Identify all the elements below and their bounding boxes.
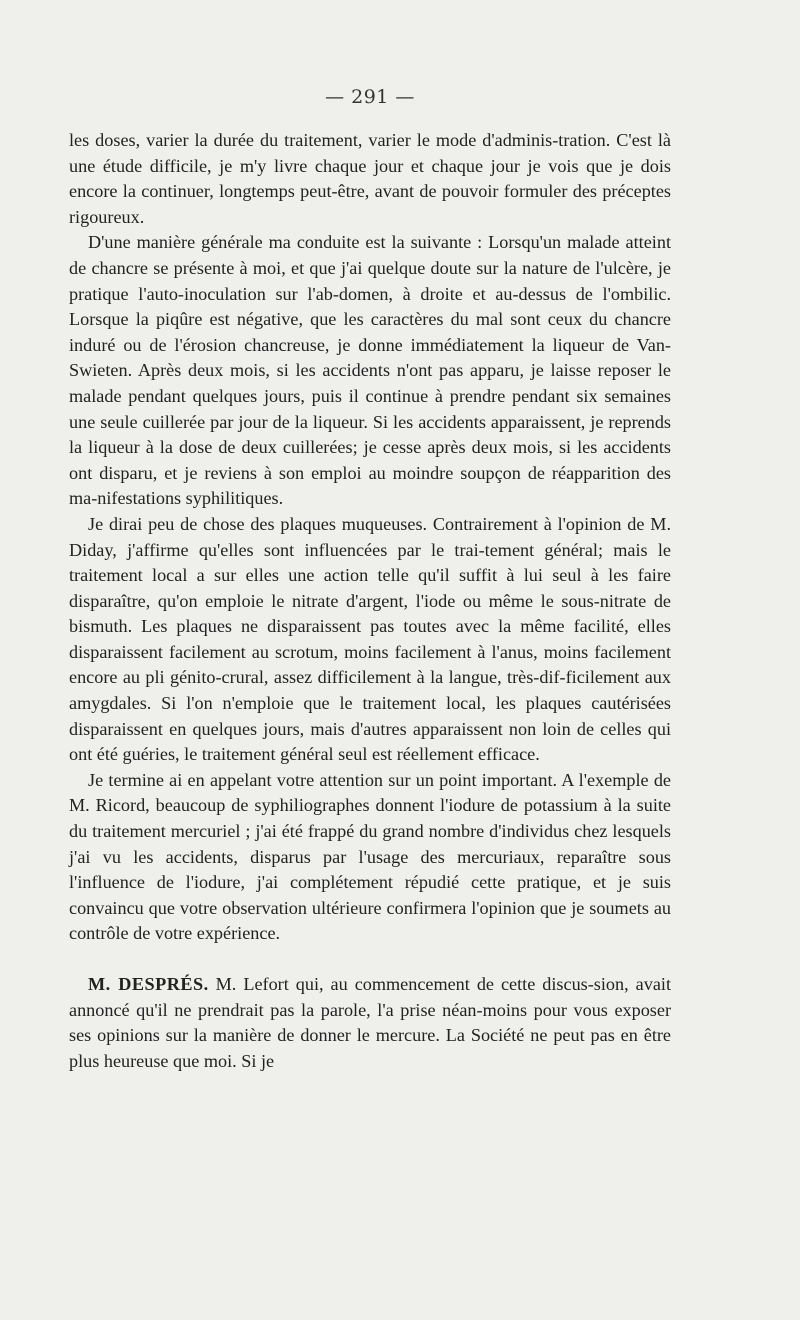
text-body — [69, 128, 671, 1074]
paragraph-continuation: les doses, varier la durée du traitement, varier le mode d'adminis-tration. C'est là une étude difficile, je m'y livre chaque jour et chaque jour je vois que je dois encore la continuer, longtemps peut-être, avant de pouvoir formuler des préceptes rigoureux. — [69, 130, 671, 227]
paragraph-conduite: D'une manière générale ma conduite est la suivante : Lorsqu'un malade atteint de chancre se présente à moi, et que j'ai quelque doute sur la nature de l'ulcère, je pratique l'auto-inoculation sur l'ab-domen, à droite et au-dessus de l'ombilic. Lorsque la piqûre est négative, que les caractères du mal sont ceux du chancre induré ou de l'érosion chancreuse, je donne immédiatement la liqueur de Van-Swieten. Après deux mois, si les accidents n'ont pas apparu, je laisse reposer le malade pendant quelques jours, puis il continue à prendre pendant six semaines une seule cuillerée par jour de la liqueur. Si les accidents apparaissent, je reprends la liqueur à la dose de deux cuillerées; je cesse après deux mois, si les accidents ont disparu, et je reviens à son emploi au moindre soupçon de réapparition des ma-nifestations syphilitiques. — [69, 232, 671, 509]
paragraph-despres — [69, 972, 671, 1074]
speaker-name: M. DESPRÉS. — [88, 974, 209, 994]
paragraph-plaques-muqueuses: Je dirai peu de chose des plaques muqueuses. Contrairement à l'opinion de M. Diday, j'affirme qu'elles sont influencées par le trai-tement général; mais le traitement local a sur elles une action telle qu'il suffit à lui seul à les faire disparaître, qu'on emploie le nitrate d'argent, l'iode ou même le sous-nitrate de bismuth. Les plaques ne disparaissent pas toutes avec la même facilité, elles disparaissent facilement au scrotum, moins facilement à l'anus, moins facilement encore au pli génito-crural, assez difficilement à la langue, très-dif-ficilement aux amygdales. Si l'on n'emploie que le traitement local, les plaques cautérisées disparaissent en quelques jours, mais d'autres apparaissent non loin de celles qui ont été guéries, le traitement général seul est réellement efficace. — [69, 513, 671, 765]
paragraph-conclusion: Je termine ai en appelant votre attention sur un point important. A l'exemple de M. Ricord, beaucoup de syphiliographes donnent l'iodure de potassium à la suite du traitement mercuriel ; j'ai été frappé du grand nombre d'individus chez lesquels j'ai vu les accidents, disparus par l'usage des mercuriaux, reparaître sous l'influence de l'iodure, j'ai complétement répudié cette pratique, et je suis convaincu que votre observation ultérieure confirmera l'opinion que je soumets au contrôle de votre expérience. — [69, 769, 671, 944]
speaker-text: M. Lefort qui, au commencement de cette discus-sion, avait annoncé qu'il ne prendrait pas la parole, l'a prise néan-moins pour vous exposer ses opinions sur la manière de donner le mercure. La Société ne peut pas en être plus heureuse que moi. Si je — [69, 974, 672, 1071]
page-number: — 291 — — [325, 86, 415, 108]
